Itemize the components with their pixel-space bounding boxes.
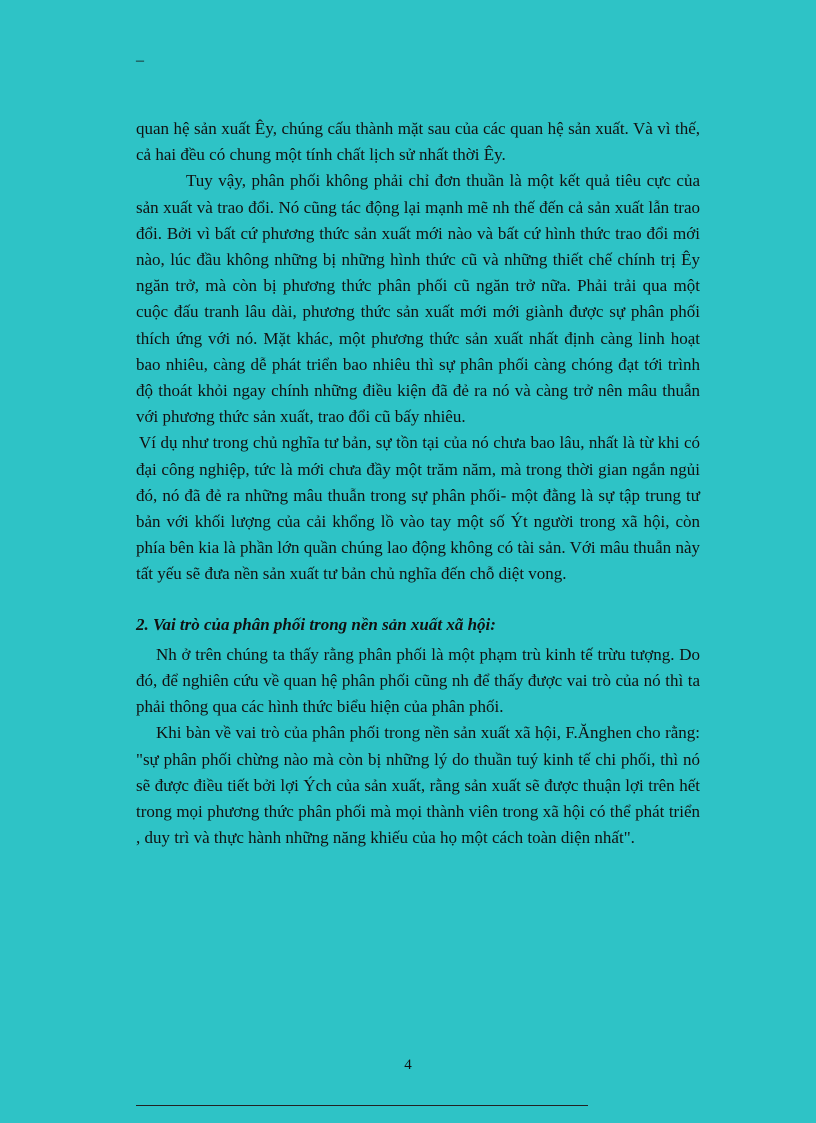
- paragraph: Nh ở trên chúng ta thấy rằng phân phối là một phạm trù kinh tế trừu tượng. Do đó, để nghiên cứu về quan hệ phân phối cũng nh để thấy được vai trò của nó thì ta phải thông qua các hình thức biểu hiện của phân phối.: [136, 644, 700, 717]
- header-mark: –: [136, 52, 144, 69]
- page-body: [136, 116, 700, 851]
- page-number: 4: [404, 1057, 412, 1073]
- paragraph: Tuy vậy, phân phối không phải chỉ đơn thuần là một kết quả tiêu cực của sản xuất và trao đổi. Nó cũng tác động lại mạnh mẽ nh thế đến cả sản xuất lẫn trao đổi. Bởi vì bất cứ phương thức sản xuất mới nào và bất cứ hình thức trao đổi mới nào, lúc đầu không những bị những hình thức cũ và những thiết chế chính trị Êy ngăn trở, mà còn bị phương thức phân phối cũ ngăn trở nữa. Phải trải qua một cuộc đấu tranh lâu dài, phương thức sản xuất mới mới giành được sự phân phối thích ứng với nó. Mặt khác, một phương thức sản xuất nhất định càng linh hoạt bao nhiêu, càng dễ phát triển bao nhiêu thì sự phân phối càng chóng đạt tới trình độ thoát khỏi ngay chính những điều kiện đã đẻ ra nó và càng trở nên mâu thuẫn với phương thức sản xuất, trao đổi cũ bấy nhiêu.: [136, 171, 700, 427]
- footer-rule: [136, 1105, 588, 1106]
- section-heading: 2. Vai trò của phân phối trong nền sản xuất xã hội:: [136, 614, 496, 634]
- paragraph: quan hệ sản xuất Êy, chúng cấu thành mặt sau của các quan hệ sản xuất. Và vì thế, cả hai đều có chung một tính chất lịch sử nhất thời Êy.: [136, 119, 700, 165]
- paragraph: Ví dụ như trong chủ nghĩa tư bản, sự tồn tại của nó chưa bao lâu, nhất là từ khi có đại công nghiệp, tức là mới chưa đầy một trăm năm, mà trong thời gian ngắn ngủi đó, nó đã đẻ ra những mâu thuẫn trong sự phân phối- một đằng là sự tập trung tư bản với khối lượng của cải khổng lồ vào tay một số Ýt người trong xã hội, còn phía bên kia là phần lớn quần chúng lao động không có tài sản. Với mâu thuẫn này tất yếu sẽ đưa nền sản xuất tư bản chủ nghĩa đến chỗ diệt vong.: [136, 433, 700, 584]
- paragraph: Khi bàn về vai trò của phân phối trong nền sản xuất xã hội, F.Ănghen cho rằng: "sự phân phối chừng nào mà còn bị những lý do thuần tuý kinh tế chi phối, thì nó sẽ được điều tiết bởi lợi Ých của sản xuất, rằng sản xuất sẽ được thuận lợi trên hết trong mọi phương thức phân phối mà mọi thành viên trong xã hội có thể phát triển , duy trì và thực hành những năng khiếu của họ một cách toàn diện nhất".: [136, 723, 700, 848]
